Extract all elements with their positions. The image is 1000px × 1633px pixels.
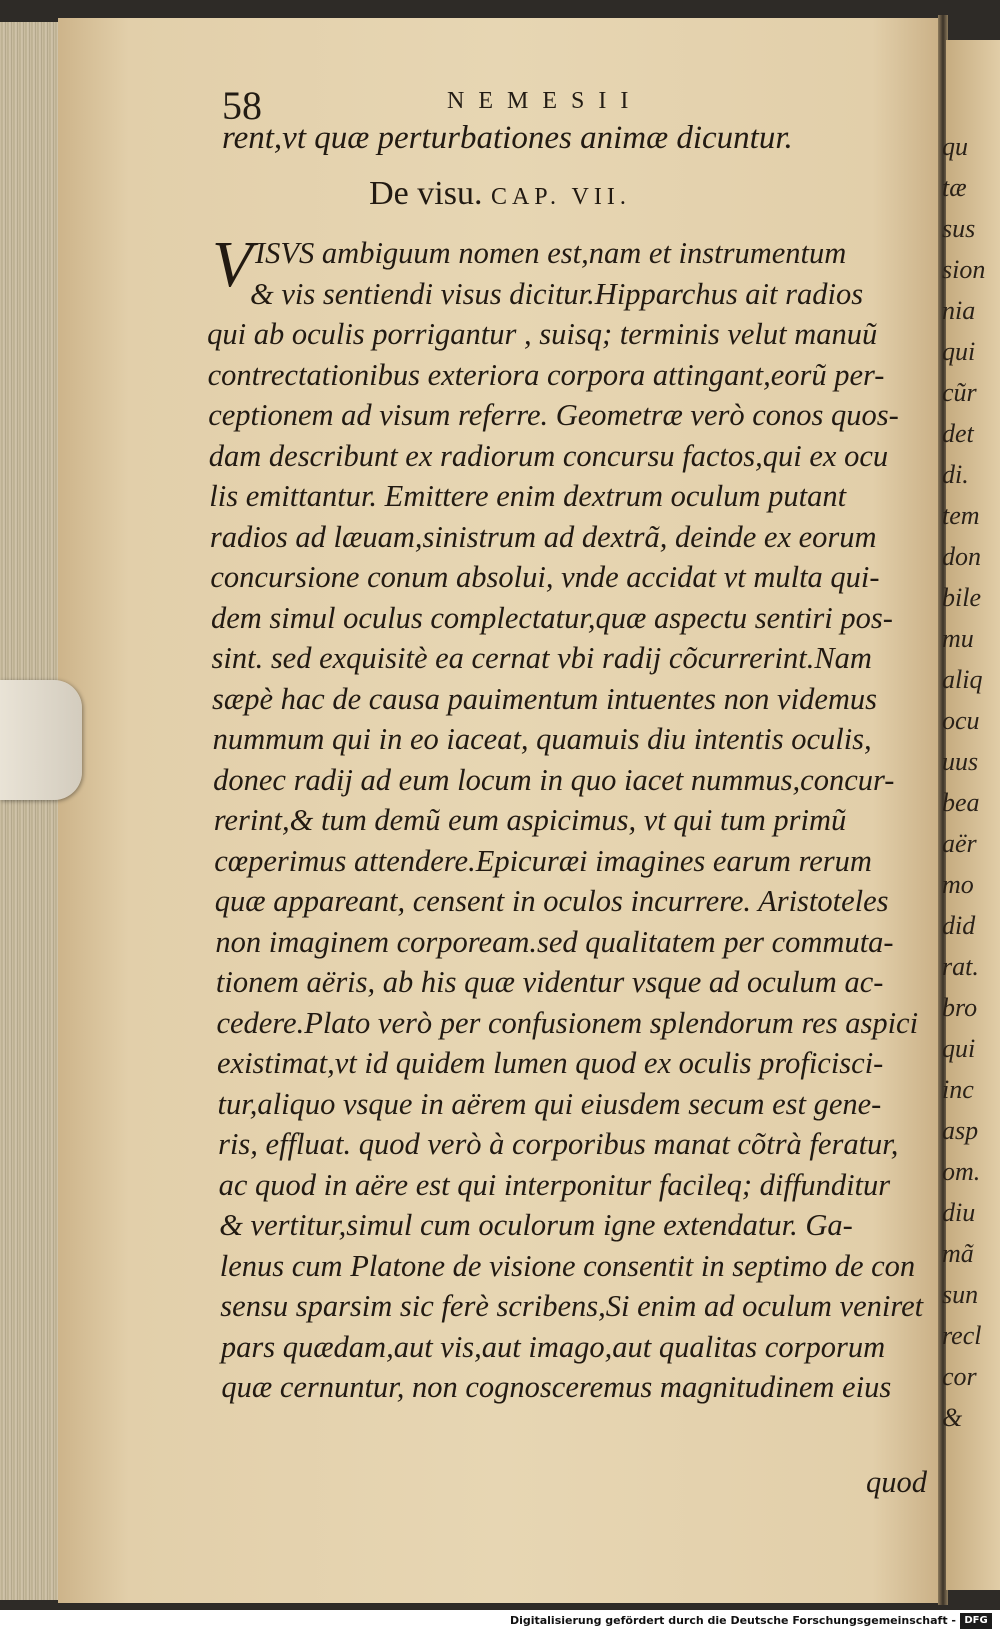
text-line: tur,aliquo vsque in aërem qui eiusdem secum est gene-	[217, 1086, 882, 1121]
running-head: NEMESII	[447, 88, 643, 114]
text-line: nummum qui in eo iaceat, quamuis diu intentis oculis,	[212, 722, 872, 756]
chapter-number: CAP. VII.	[490, 184, 631, 210]
facing-page-fragment: om.	[942, 1157, 981, 1186]
text-line: sint. sed exquisitè ea cernat vbi radij cõcurrerint.Nam	[211, 641, 872, 675]
text-line: ISVS ambiguum nomen est,nam et instrumentum	[255, 236, 847, 270]
text-line: ceptionem ad visum referre. Geometræ verò conos quos-	[208, 398, 899, 432]
facing-page-fragment: bile	[942, 583, 981, 612]
text-line: donec radij ad eum locum in quo iacet nummus,concur-	[213, 762, 895, 797]
text-line: dem simul oculus complectatur,quæ aspectu sentiri pos-	[210, 600, 893, 635]
facing-page-fragment: nia	[942, 296, 976, 325]
facing-page-fragment: mã	[942, 1239, 974, 1268]
text-line: dam describunt ex radiorum concursu factos,qui ex ocu	[208, 438, 889, 473]
facing-page-fragment: asp	[942, 1116, 979, 1145]
facing-page-fragment: qu	[942, 132, 968, 161]
facing-page-fragment: bea	[942, 788, 980, 817]
facing-page-fragment: inc	[942, 1075, 974, 1104]
catchword: quod	[866, 1465, 927, 1499]
text-line: ris, effluat. quod verò à corporibus manat cõtrà feratur,	[218, 1127, 899, 1161]
text-line: concursione conum absolui, vnde accidat vt multa qui-	[210, 560, 880, 594]
facing-page-fragment: qui	[942, 337, 976, 366]
text-line: quæ cernuntur, non cognosceremus magnitudinem eius	[221, 1370, 892, 1404]
facing-page-fragment: uus	[942, 747, 979, 776]
text-line: existimat,vt id quidem lumen quod ex oculis proficisci-	[217, 1046, 884, 1080]
facing-page-fragment: mo	[942, 870, 974, 899]
text-line: & vis sentiendi visus dicitur.Hipparchus ait radios	[250, 276, 864, 311]
facing-page-fragment: sus	[942, 214, 976, 243]
facing-page-fragment: ocu	[942, 706, 980, 735]
facing-page-fragment: recl	[942, 1321, 982, 1350]
book-fore-edge	[0, 22, 60, 1600]
text-line: ac quod in aëre est qui interponitur facileq; diffunditur	[218, 1167, 891, 1202]
chapter-title-text: De visu.	[369, 175, 483, 212]
facing-page-fragment: qui	[942, 1034, 976, 1063]
text-line: cedere.Plato verò per confusionem splendorum res aspici	[216, 1005, 919, 1040]
facing-page-fragment: mu	[942, 624, 974, 653]
text-line: lenus cum Platone de visione consentit in septimo de con	[219, 1248, 916, 1283]
first-line: rent,vt quæ perturbationes animæ dicuntur.	[222, 120, 793, 156]
page-clip-tab	[0, 680, 82, 800]
facing-page-fragment: tæ	[942, 173, 967, 202]
folio-number: 58	[222, 83, 262, 128]
facing-page-fragment: cũr	[942, 378, 977, 407]
text-line: rerint,& tum demũ eum aspicimus, vt qui tum primũ	[213, 803, 847, 837]
facing-page-fragment: tem	[942, 501, 980, 530]
facing-page-fragment: bro	[942, 993, 978, 1022]
facing-page-fragment: diu	[942, 1198, 976, 1227]
footer-bar	[0, 1610, 1000, 1633]
drop-cap: V	[212, 228, 253, 301]
footer-credit: Digitalisierung gefördert durch die Deutsche Forschungsgemeinschaft -	[509, 1614, 956, 1627]
facing-page-fragment: rat.	[942, 952, 979, 981]
facing-page-fragment: sion	[942, 255, 986, 284]
facing-page	[942, 40, 1000, 1590]
text-line: sæpè hac de causa pauimentum intuentes non videmus	[212, 681, 878, 716]
facing-page-fragment: di.	[942, 460, 969, 489]
text-line: quæ appareant, censent in oculos incurrere. Aristoteles	[214, 884, 889, 918]
dfg-logo: DFG	[960, 1613, 992, 1629]
text-line: non imaginem corpoream.sed qualitatem per commuta-	[215, 924, 894, 959]
facing-page-fragment: did	[942, 911, 976, 940]
text-line: tionem aëris, ab his quæ videntur vsque ad oculum ac-	[215, 965, 884, 999]
facing-page-fragment: sun	[942, 1280, 979, 1309]
text-line: & vertitur,simul cum oculorum igne extendatur. Ga-	[219, 1208, 853, 1242]
facing-page-fragment: don	[942, 542, 981, 571]
text-line: contrectationibus exteriora corpora attingant,eorũ per-	[207, 357, 885, 392]
chapter-title	[0, 175, 1000, 213]
facing-page-fragment: cor	[942, 1362, 977, 1391]
text-line: pars quædam,aut vis,aut imago,aut qualitas corporum	[220, 1329, 886, 1364]
facing-page-fragment: det	[942, 419, 974, 448]
facing-page-fragment: aër	[942, 829, 977, 858]
text-line: cœperimus attendere.Epicuræi imagines earum rerum	[214, 843, 872, 878]
text-line: radios ad læuam,sinistrum ad dextrã, deinde ex eorum	[209, 519, 877, 554]
facing-page-fragment: aliq	[942, 665, 983, 694]
facing-page-fragment: &	[942, 1403, 963, 1432]
text-line: sensu sparsim sic ferè scribens,Si enim ad oculum veniret	[220, 1289, 924, 1323]
page-header	[222, 82, 902, 128]
text-line: lis emittantur. Emittere enim dextrum oculum putant	[209, 479, 847, 513]
text-line: qui ab oculis porrigantur , suisq; terminis velut manuũ	[207, 317, 878, 351]
